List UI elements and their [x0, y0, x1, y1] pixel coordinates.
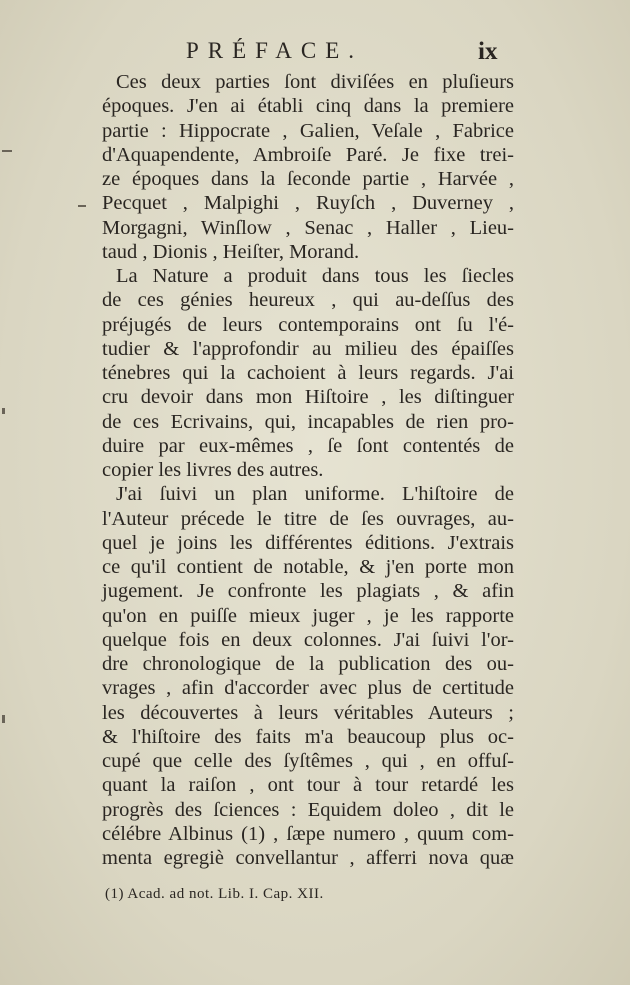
- text-line: quant la raiſon , ont tour à tour retardé les: [102, 774, 514, 797]
- text-line: Pecquet , Malpighi , Ruyſch , Duverney ,: [102, 192, 514, 215]
- text-line: menta egregiè convellantur , afferri nova quæ: [102, 847, 514, 869]
- text-line: Ces deux parties ſont diviſées en pluſieurs: [116, 71, 514, 93]
- margin-mark: [2, 150, 12, 152]
- text-line: ténebres qui la cachoient à leurs regards. J'ai: [102, 362, 514, 384]
- text-line: époques. J'en ai établi cinq dans la premiere: [102, 95, 514, 118]
- text-line: les découvertes à leurs véritables Auteurs ;: [102, 701, 514, 724]
- text-line: progrès des ſciences : Equidem doleo , dit le: [102, 798, 514, 821]
- text-line: préjugés de leurs contemporains ont ſu l'é-: [102, 313, 514, 336]
- text-line: duire par eux-mêmes , ſe ſont contentés de: [102, 434, 514, 457]
- text-line: ce qu'il contient de notable, & j'en porte mon: [102, 556, 514, 578]
- text-line: quelque fois en deux colonnes. J'ai ſuivi l'or-: [102, 628, 514, 651]
- footnote: (1) Acad. ad not. Lib. I. Cap. XII.: [105, 886, 324, 902]
- text-line: de ces génies heureux , qui au-deſſus des: [102, 289, 514, 312]
- text-line: de ces Ecrivains, qui, incapables de rien pro-: [102, 410, 514, 433]
- margin-mark: [2, 408, 5, 414]
- running-title: PRÉFACE.: [186, 38, 364, 63]
- text-line: Morgagni, Winſlow , Senac , Haller , Lieu-: [102, 216, 514, 239]
- page-number: ix: [478, 38, 498, 65]
- margin-mark: [2, 715, 5, 723]
- text-line: partie : Hippocrate , Galien, Veſale , Fabrice: [102, 119, 514, 142]
- body-text: [102, 70, 514, 870]
- text-line: d'Aquapendente, Ambroiſe Paré. Je fixe trei-: [102, 143, 514, 166]
- text-line: taud , Dionis , Heiſter, Morand.: [102, 240, 360, 263]
- text-line: cupé que celle des ſyſtêmes , qui , en offuſ-: [102, 750, 514, 772]
- text-line: vrages , afin d'accorder avec plus de certitude: [102, 677, 514, 700]
- text-line: La Nature a produit dans tous les ſiecles: [116, 265, 514, 287]
- text-line: J'ai ſuivi un plan uniforme. L'hiſtoire de: [116, 483, 514, 506]
- margin-mark: [78, 205, 86, 207]
- text-line: quel je joins les différentes éditions. J'extrais: [102, 531, 514, 554]
- text-line: qu'on en puiſſe mieux juger , je les rapporte: [102, 604, 514, 627]
- text-line: jugement. Je confronte les plagiats , & afin: [102, 580, 514, 603]
- text-line: ze époques dans la ſeconde partie , Harvée ,: [102, 168, 514, 190]
- text-line: célébre Albinus (1) , ſæpe numero , quum com-: [102, 822, 514, 845]
- text-line: cru devoir dans mon Hiſtoire , les diſtinguer: [102, 386, 514, 409]
- running-header: [0, 38, 630, 68]
- text-line: l'Auteur précede le titre de ſes ouvrages, au-: [102, 507, 514, 530]
- text-line: & l'hiſtoire des faits m'a beaucoup plus oc-: [102, 725, 514, 748]
- text-line: dre chronologique de la publication des ou-: [102, 653, 514, 675]
- text-line: copier les livres des autres.: [102, 459, 324, 481]
- text-line: tudier & l'approfondir au milieu des épaiſſes: [102, 337, 514, 360]
